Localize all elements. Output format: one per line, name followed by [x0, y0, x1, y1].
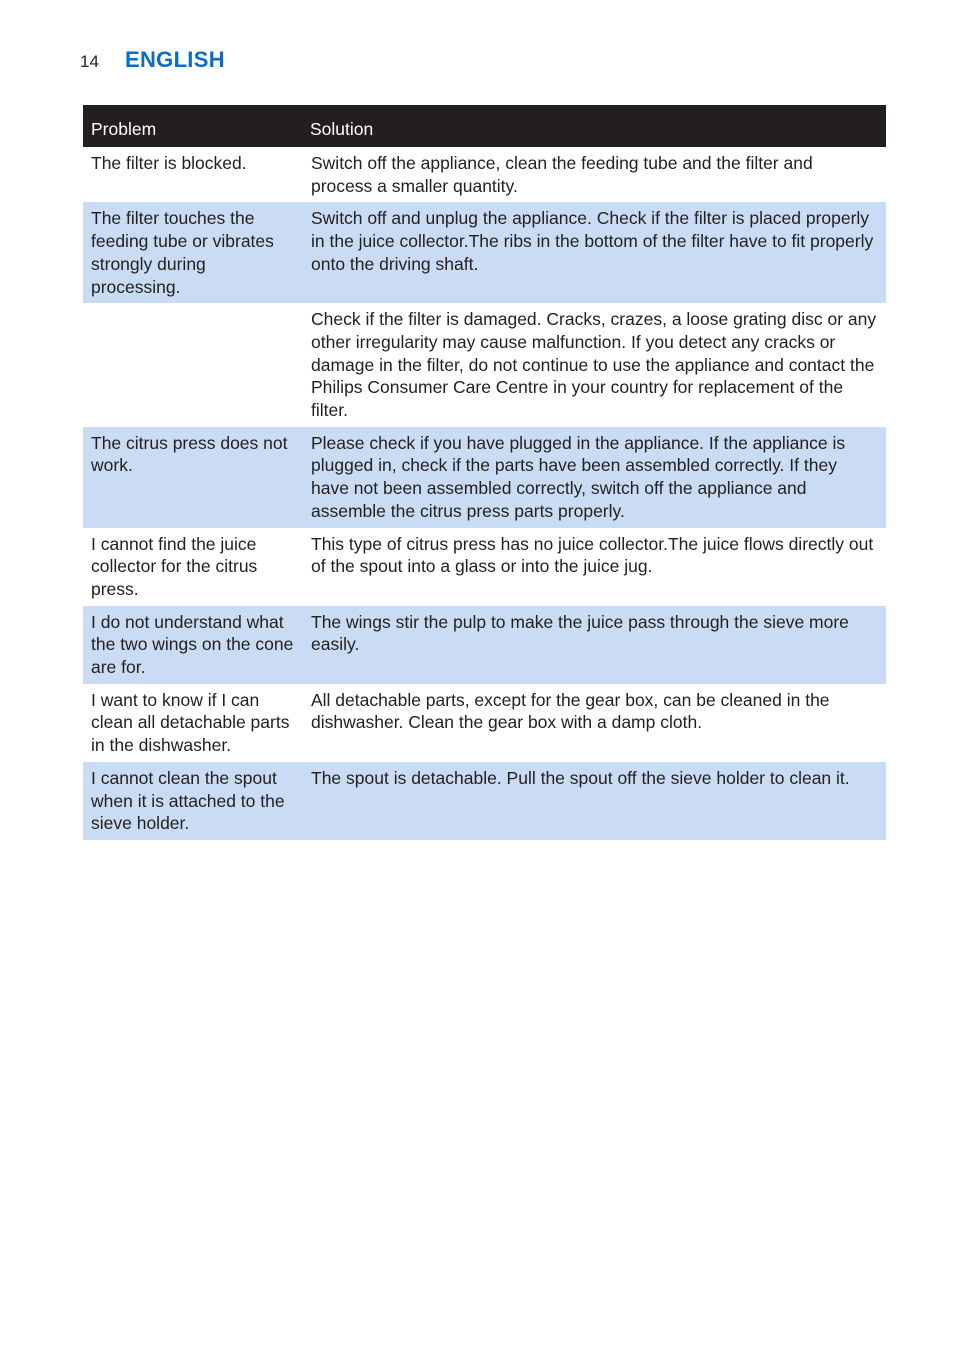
table-row [83, 147, 886, 202]
solution-cell: Switch off and unplug the appliance. Check if the filter is placed properly in the juice collector.The ribs in the bottom of the filter have to fit properly onto the driving shaft. [302, 202, 886, 303]
table-row [83, 303, 886, 427]
solution-cell: The spout is detachable. Pull the spout off the sieve holder to clean it. [302, 762, 886, 840]
troubleshooting-table [83, 105, 886, 840]
solution-cell: Switch off the appliance, clean the feeding tube and the filter and process a smaller quantity. [311, 153, 813, 196]
solution-cell: This type of citrus press has no juice collector.The juice flows directly out of the spout into a glass or into the juice jug. [311, 533, 874, 577]
solution-cell: The wings stir the pulp to make the juice pass through the sieve more easily. [302, 606, 886, 684]
table-row [83, 684, 886, 762]
solution-cell: Please check if you have plugged in the appliance. If the appliance is plugged in, check if the parts have been assembled correctly. If they have not been assembled correctly, switch off the appliance and assemble the citrus press parts properly. [302, 427, 886, 528]
column-header-problem: Problem [83, 105, 302, 147]
problem-cell: I want to know if I can clean all detachable parts in the dishwasher. [91, 689, 290, 756]
section-title: ENGLISH [125, 47, 225, 72]
table-row [83, 202, 886, 303]
table-header-row [83, 105, 886, 147]
problem-cell: I cannot find the juice collector for the citrus press. [91, 533, 258, 599]
problem-cell: The filter touches the feeding tube or vibrates strongly during processing. [83, 202, 302, 303]
problem-cell [83, 303, 302, 427]
solution-cell: Check if the filter is damaged. Cracks, crazes, a loose grating disc or any other irregularity may cause malfunction. If you detect any cracks or damage in the filter, do not continue to use the appliance and contact the Philips Consumer Care Centre in your country for replacement of the filter. [311, 309, 877, 421]
problem-cell: I cannot clean the spout when it is attached to the sieve holder. [83, 762, 302, 840]
problem-cell: I do not understand what the two wings on the cone are for. [83, 606, 302, 684]
problem-cell: The citrus press does not work. [83, 427, 302, 528]
column-header-solution: Solution [302, 105, 886, 147]
solution-cell: All detachable parts, except for the gear box, can be cleaned in the dishwasher. Clean the gear box with a damp cloth. [311, 689, 830, 733]
table-row [83, 606, 886, 684]
troubleshooting-table-container [83, 105, 886, 840]
page-header [80, 47, 225, 73]
problem-cell: The filter is blocked. [91, 153, 247, 173]
table-row [83, 762, 886, 840]
table-row [83, 427, 886, 528]
page-number: 14 [80, 52, 99, 71]
table-row [83, 528, 886, 606]
